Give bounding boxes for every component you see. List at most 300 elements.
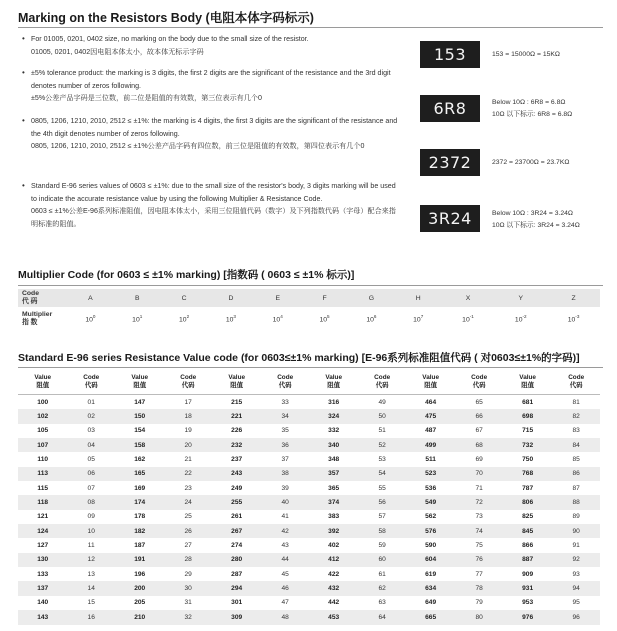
- e96-value-cell: 590: [425, 542, 437, 550]
- e96-code-cell: 86: [552, 467, 600, 481]
- e96-row: [18, 610, 600, 624]
- header-line: Code: [374, 374, 391, 381]
- bullet-text-cn: 0603 ≤ ±1%公差E-96系列标准阻值，因电阻本体太小，采用三位阻值代码（数字）及下列指数代码（字母）配合来指明标准的阻值。: [31, 207, 396, 228]
- e96-code-cell: 85: [572, 456, 580, 464]
- e96-code-cell: 24: [164, 495, 212, 509]
- e96-code-cell: 03: [87, 427, 95, 435]
- bullet-dot-icon: •: [22, 181, 25, 190]
- multiplier-code-cell: A: [67, 289, 114, 307]
- e96-code-cell: 19: [184, 427, 192, 435]
- e96-value-cell: 619: [425, 570, 437, 578]
- e96-code-cell: 04: [67, 438, 115, 452]
- e96-value-cell: 124: [18, 524, 67, 538]
- e96-value-cell: 365: [328, 484, 340, 492]
- e96-code-cell: 83: [572, 427, 580, 435]
- multiplier-base: 10: [319, 316, 328, 324]
- label-line: Multiplier: [22, 311, 53, 318]
- e96-code-cell: 81: [572, 398, 580, 406]
- e96-code-cell: 52: [358, 438, 406, 452]
- chip-note-line: Below 10Ω : 6R8 = 6.8Ω: [492, 99, 566, 106]
- e96-value-cell: 133: [37, 570, 49, 578]
- e96-code-header: [552, 370, 600, 395]
- e96-value-cell: 357: [309, 467, 358, 481]
- e96-value-cell: 348: [328, 456, 340, 464]
- bullet-text-en: 0805, 1206, 1210, 2010, 2512 ≤ ±1%: the marking is 4 digits, the first 3 digits are the significant of the resistance and the 4th digit denotes number of zeros following.: [31, 117, 398, 138]
- e96-code-cell: 62: [358, 581, 406, 595]
- header-line: 阻值: [133, 382, 147, 389]
- e96-code-cell: 26: [164, 524, 212, 538]
- header-line: 代码: [181, 382, 195, 389]
- multiplier-value-cell: [395, 307, 442, 331]
- e96-code-cell: 76: [455, 553, 503, 567]
- e96-value-cell: 105: [37, 427, 49, 435]
- e96-value-cell: 649: [425, 599, 437, 607]
- e96-code-cell: 93: [572, 570, 580, 578]
- multiplier-exponent: 4: [280, 314, 283, 320]
- multiplier-exponent: 7: [420, 314, 424, 320]
- e96-value-cell: 147: [134, 398, 146, 406]
- e96-code-cell: 70: [455, 467, 503, 481]
- e96-row: [18, 481, 600, 495]
- e96-code-cell: 12: [67, 553, 115, 567]
- multiplier-value-cell: [494, 307, 547, 331]
- e96-code-cell: 48: [261, 610, 309, 624]
- e96-value-cell: 487: [425, 427, 437, 435]
- e96-code-cell: 53: [378, 456, 386, 464]
- e96-section-title: Standard E-96 series Resistance Value code (for 0603≤±1% marking) [E-96系列标准阻值代码 ( 对0603≤±1%的字码)]: [18, 352, 580, 364]
- e96-code-cell: 82: [552, 409, 600, 423]
- e96-code-cell: 79: [475, 599, 483, 607]
- e96-value-cell: 698: [503, 409, 552, 423]
- label-line: 指 数: [22, 319, 38, 326]
- header-line: Code: [471, 374, 488, 381]
- e96-value-cell: 374: [309, 495, 358, 509]
- e96-value-cell: 383: [328, 513, 340, 521]
- multiplier-code-cell: D: [207, 289, 254, 307]
- e96-code-cell: 84: [552, 438, 600, 452]
- e96-value-cell: 182: [115, 524, 164, 538]
- e96-code-cell: 39: [281, 484, 289, 492]
- e96-value-cell: 158: [115, 438, 164, 452]
- e96-value-cell: 316: [328, 398, 340, 406]
- multiplier-code-row: [18, 289, 600, 307]
- multiplier-exponent: -1: [469, 314, 474, 320]
- e96-code-cell: 41: [281, 513, 289, 521]
- multiplier-base: 10: [85, 316, 93, 324]
- e96-row: [18, 452, 600, 466]
- multiplier-table: [18, 289, 600, 331]
- e96-value-cell: 931: [503, 581, 552, 595]
- e96-value-cell: 562: [425, 513, 437, 521]
- e96-value-cell: 261: [231, 513, 243, 521]
- multiplier-exponent: 1: [139, 314, 143, 320]
- e96-value-cell: 232: [212, 438, 261, 452]
- e96-value-cell: 237: [231, 456, 243, 464]
- chip-note-line: 10Ω 以下标示: 3R24 = 3.24Ω: [492, 222, 580, 229]
- e96-code-cell: 69: [475, 456, 483, 464]
- e96-code-cell: 30: [164, 581, 212, 595]
- bullet-dot-icon: •: [22, 68, 25, 77]
- e96-value-cell: 226: [231, 427, 243, 435]
- e96-code-cell: 74: [455, 524, 503, 538]
- e96-code-cell: 45: [281, 570, 289, 578]
- e96-code-cell: 54: [358, 467, 406, 481]
- multiplier-code-cell: Y: [494, 289, 547, 307]
- header-line: Code: [277, 374, 294, 381]
- e96-code-cell: 94: [552, 581, 600, 595]
- e96-value-cell: 787: [522, 484, 534, 492]
- e96-value-cell: 953: [522, 599, 534, 607]
- e96-code-cell: 61: [378, 570, 386, 578]
- e96-code-cell: 77: [475, 570, 483, 578]
- chip-note: [492, 49, 560, 61]
- multiplier-value-cell: [348, 307, 395, 331]
- title-divider: [18, 27, 603, 28]
- multiplier-value-cell: [207, 307, 254, 331]
- e96-value-cell: 162: [134, 456, 146, 464]
- resistor-chip-153: 153: [420, 41, 480, 68]
- e96-value-cell: 681: [522, 398, 534, 406]
- e96-code-cell: 50: [358, 409, 406, 423]
- e96-value-cell: 274: [231, 542, 243, 550]
- e96-code-cell: 78: [455, 581, 503, 595]
- e96-code-cell: 58: [358, 524, 406, 538]
- e96-value-cell: 243: [212, 467, 261, 481]
- multiplier-base: 10: [567, 316, 576, 324]
- e96-value-cell: 294: [212, 581, 261, 595]
- e96-code-cell: 31: [184, 599, 192, 607]
- e96-value-cell: 845: [503, 524, 552, 538]
- e96-code-cell: 11: [87, 542, 95, 550]
- e96-code-cell: 17: [184, 398, 192, 406]
- header-line: 代码: [569, 382, 583, 389]
- e96-code-cell: 89: [572, 513, 580, 521]
- multiplier-value-cell: [161, 307, 208, 331]
- e96-code-cell: 90: [552, 524, 600, 538]
- e96-code-cell: 29: [184, 570, 192, 578]
- e96-code-cell: 44: [261, 553, 309, 567]
- e96-code-cell: 55: [378, 484, 386, 492]
- multiplier-exponent: -3: [575, 314, 580, 320]
- multiplier-base: 10: [514, 316, 523, 324]
- e96-value-cell: 422: [328, 570, 340, 578]
- e96-divider: [18, 367, 603, 368]
- e96-value-cell: 576: [406, 524, 455, 538]
- e96-value-cell: 154: [134, 427, 146, 435]
- multiplier-exponent: -2: [522, 314, 527, 320]
- e96-value-header: [18, 370, 67, 395]
- multiplier-exponent: 0: [92, 314, 96, 320]
- e96-value-cell: 137: [18, 581, 67, 595]
- multiplier-base: 10: [366, 316, 374, 324]
- multiplier-exponent: 2: [186, 314, 190, 320]
- e96-value-cell: 140: [37, 599, 49, 607]
- chip-note-line: 2372 = 23700Ω = 23.7KΩ: [492, 159, 570, 166]
- e96-value-cell: 100: [37, 398, 49, 406]
- multiplier-section-title: Multiplier Code (for 0603 ≤ ±1% marking) [指数码 ( 0603 ≤ ±1% 标示)]: [18, 269, 355, 281]
- e96-code-cell: 57: [378, 513, 386, 521]
- e96-code-cell: 96: [552, 610, 600, 624]
- header-line: 代码: [375, 382, 389, 389]
- e96-value-cell: 866: [522, 542, 534, 550]
- e96-value-header: [309, 370, 358, 395]
- bullet-1pct-4digit: [22, 115, 401, 153]
- e96-value-cell: 604: [406, 553, 455, 567]
- multiplier-base: 10: [179, 316, 187, 324]
- e96-code-cell: 36: [261, 438, 309, 452]
- resistor-chip-2372: 2372: [420, 149, 480, 176]
- e96-value-cell: 475: [406, 409, 455, 423]
- e96-value-cell: 453: [309, 610, 358, 624]
- e96-value-cell: 768: [503, 467, 552, 481]
- e96-value-cell: 115: [37, 484, 49, 492]
- header-line: 代码: [84, 382, 98, 389]
- e96-value-cell: 107: [18, 438, 67, 452]
- e96-value-cell: 249: [231, 484, 243, 492]
- multiplier-base: 10: [413, 316, 421, 324]
- e96-code-cell: 88: [552, 495, 600, 509]
- e96-value-cell: 113: [18, 467, 67, 481]
- e96-code-cell: 37: [281, 456, 289, 464]
- resistor-chip-3r24: 3R24: [420, 205, 480, 232]
- e96-value-cell: 287: [231, 570, 243, 578]
- multiplier-value-cell: [301, 307, 348, 331]
- e96-code-cell: 72: [455, 495, 503, 509]
- e96-value-cell: 280: [212, 553, 261, 567]
- multiplier-row-label: [18, 307, 67, 331]
- bullet-dot-icon: •: [22, 116, 25, 125]
- e96-code-cell: 33: [281, 398, 289, 406]
- e96-code-cell: 40: [261, 495, 309, 509]
- e96-value-cell: 392: [309, 524, 358, 538]
- chip-note-line: 10Ω 以下标示: 6R8 = 6.8Ω: [492, 111, 573, 118]
- e96-value-cell: 806: [503, 495, 552, 509]
- e96-value-cell: 110: [37, 456, 49, 464]
- e96-code-cell: 75: [475, 542, 483, 550]
- e96-value-cell: 332: [328, 427, 340, 435]
- header-line: 阻值: [521, 382, 535, 389]
- header-line: Value: [131, 374, 149, 381]
- e96-value-cell: 200: [115, 581, 164, 595]
- e96-row: [18, 524, 600, 538]
- e96-value-cell: 499: [406, 438, 455, 452]
- e96-value-cell: 210: [115, 610, 164, 624]
- multiplier-value-cell: [547, 307, 600, 331]
- chip-note-line: Below 10Ω : 3R24 = 3.24Ω: [492, 210, 574, 217]
- header-line: Code: [568, 374, 585, 381]
- e96-code-cell: 38: [261, 467, 309, 481]
- e96-value-cell: 750: [522, 456, 534, 464]
- bullet-text-en: Standard E-96 series values of 0603 ≤ ±1%: due to the small size of the resistor's body, 3 digits marking will be used to indicate the accurate resistance value by using the following Multiplier & Resistance Code.: [31, 182, 396, 203]
- bullet-text-en: ±5% tolerance product: the marking is 3 digits, the first 2 digits are the significant of the resistance and the 3rd digit denotes number of zeros following.: [31, 69, 391, 90]
- header-line: Value: [519, 374, 536, 381]
- e96-value-cell: 887: [503, 553, 552, 567]
- e96-value-cell: 267: [212, 524, 261, 538]
- e96-code-cell: 56: [358, 495, 406, 509]
- e96-row: [18, 424, 600, 438]
- e96-code-cell: 07: [87, 484, 95, 492]
- e96-code-cell: 05: [87, 456, 95, 464]
- multiplier-exponent-row: [18, 307, 600, 331]
- multiplier-divider: [18, 285, 603, 286]
- multiplier-code-cell: H: [395, 289, 442, 307]
- e96-value-cell: 118: [18, 495, 67, 509]
- e96-body: [18, 395, 600, 625]
- e96-value-cell: 150: [115, 409, 164, 423]
- e96-row: [18, 553, 600, 567]
- e96-code-cell: 28: [164, 553, 212, 567]
- bullet-no-marking: [22, 33, 401, 58]
- e96-value-cell: 255: [212, 495, 261, 509]
- e96-value-cell: 442: [328, 599, 340, 607]
- e96-value-header: [406, 370, 455, 395]
- bullet-text-cn: ±5%公差产品字码是三位数，前二位是阻值的有效数，第三位表示有几个0: [31, 94, 262, 102]
- e96-value-cell: 215: [231, 398, 243, 406]
- e96-code-cell: 66: [455, 409, 503, 423]
- e96-row: [18, 495, 600, 509]
- multiplier-code-cell: E: [254, 289, 301, 307]
- e96-code-cell: 20: [164, 438, 212, 452]
- e96-row: [18, 395, 600, 410]
- chip-note: [492, 157, 569, 169]
- e96-value-header: [503, 370, 552, 395]
- e96-value-cell: 825: [522, 513, 534, 521]
- e96-value-cell: 715: [522, 427, 534, 435]
- e96-code-cell: 35: [281, 427, 289, 435]
- e96-value-cell: 976: [503, 610, 552, 624]
- chip-note-line: 153 = 15000Ω = 15KΩ: [492, 51, 560, 58]
- e96-value-cell: 536: [425, 484, 437, 492]
- header-line: 阻值: [424, 382, 438, 389]
- e96-value-cell: 340: [309, 438, 358, 452]
- e96-code-cell: 68: [455, 438, 503, 452]
- multiplier-code-cell: Z: [547, 289, 600, 307]
- e96-value-header: [212, 370, 261, 395]
- resistor-chip-6r8: 6R8: [420, 95, 480, 122]
- multiplier-exponent: 6: [373, 314, 377, 320]
- e96-value-cell: 174: [115, 495, 164, 509]
- e96-code-cell: 10: [67, 524, 115, 538]
- e96-code-cell: 47: [281, 599, 289, 607]
- e96-code-cell: 42: [261, 524, 309, 538]
- e96-code-cell: 23: [184, 484, 192, 492]
- header-line: 代码: [472, 382, 486, 389]
- e96-code-header: [67, 370, 115, 395]
- e96-value-cell: 909: [522, 570, 534, 578]
- label-line: 代 码: [22, 298, 38, 305]
- multiplier-code-cell: G: [348, 289, 395, 307]
- e96-header-row: [18, 370, 600, 395]
- e96-code-cell: 95: [572, 599, 580, 607]
- e96-code-cell: 71: [475, 484, 483, 492]
- header-line: 代码: [278, 382, 292, 389]
- label-line: Code: [22, 290, 39, 297]
- e96-value-cell: 127: [37, 542, 49, 550]
- header-line: Value: [34, 374, 52, 381]
- e96-value-cell: 412: [309, 553, 358, 567]
- multiplier-code-cell: F: [301, 289, 348, 307]
- bullet-text-en: For 01005, 0201, 0402 size, no marking on the body due to the small size of the resistor.: [31, 35, 309, 43]
- e96-value-cell: 402: [328, 542, 340, 550]
- e96-value-cell: 121: [37, 513, 49, 521]
- e96-row: [18, 467, 600, 481]
- header-line: 阻值: [327, 382, 341, 389]
- e96-value-cell: 187: [134, 542, 146, 550]
- multiplier-value-cell: [442, 307, 495, 331]
- e96-value-cell: 102: [18, 409, 67, 423]
- e96-value-cell: 324: [309, 409, 358, 423]
- e96-code-cell: 92: [552, 553, 600, 567]
- e96-code-cell: 60: [358, 553, 406, 567]
- e96-code-header: [358, 370, 406, 395]
- chip-note: [492, 97, 572, 121]
- multiplier-code-cell: C: [161, 289, 208, 307]
- multiplier-base: 10: [272, 316, 281, 324]
- e96-value-cell: 178: [134, 513, 146, 521]
- e96-value-cell: 165: [115, 467, 164, 481]
- e96-value-cell: 523: [406, 467, 455, 481]
- e96-value-cell: 464: [425, 398, 437, 406]
- e96-table: [18, 370, 600, 625]
- e96-value-cell: 665: [406, 610, 455, 624]
- header-line: 阻值: [36, 382, 50, 389]
- header-line: Value: [228, 374, 246, 381]
- header-line: 阻值: [230, 382, 244, 389]
- e96-code-cell: 06: [67, 467, 115, 481]
- e96-code-cell: 73: [475, 513, 483, 521]
- header-line: Code: [180, 374, 197, 381]
- multiplier-code-cell: X: [442, 289, 495, 307]
- header-line: Value: [422, 374, 439, 381]
- e96-value-cell: 309: [212, 610, 261, 624]
- multiplier-base: 10: [225, 316, 234, 324]
- multiplier-value-cell: [67, 307, 114, 331]
- e96-code-cell: 80: [455, 610, 503, 624]
- e96-code-cell: 16: [67, 610, 115, 624]
- e96-value-header: [115, 370, 164, 395]
- header-line: Code: [83, 374, 100, 381]
- e96-value-cell: 511: [425, 456, 436, 464]
- e96-code-cell: 64: [358, 610, 406, 624]
- e96-code-cell: 14: [67, 581, 115, 595]
- e96-row: [18, 510, 600, 524]
- bullet-dot-icon: •: [22, 34, 25, 43]
- e96-row: [18, 438, 600, 452]
- e96-code-cell: 49: [378, 398, 386, 406]
- e96-row: [18, 581, 600, 595]
- bullet-5pct: [22, 67, 401, 105]
- page-title: Marking on the Resistors Body (电阻本体字码标示): [18, 11, 314, 25]
- code-row-label: [18, 289, 67, 307]
- multiplier-base: 10: [462, 316, 470, 324]
- e96-code-cell: 22: [164, 467, 212, 481]
- e96-value-cell: 549: [406, 495, 455, 509]
- e96-code-cell: 91: [572, 542, 580, 550]
- e96-value-cell: 432: [309, 581, 358, 595]
- multiplier-exponent: 3: [233, 314, 236, 320]
- header-line: Value: [325, 374, 343, 381]
- e96-code-cell: 09: [87, 513, 95, 521]
- e96-code-cell: 51: [378, 427, 386, 435]
- e96-code-cell: 01: [87, 398, 95, 406]
- bullet-text-cn: 0805, 1206, 1210, 2010, 2512 ≤ ±1%公差产品字码有四位数，前三位是阻值的有效数，第四位表示有几个0: [31, 142, 365, 150]
- e96-code-header: [164, 370, 212, 395]
- chip-note: [492, 208, 580, 232]
- e96-row: [18, 538, 600, 552]
- bullet-text-cn: 01005, 0201, 0402因电阻本体太小，故本体无标示字码: [31, 47, 204, 56]
- e96-code-header: [261, 370, 309, 395]
- multiplier-value-cell: [254, 307, 301, 331]
